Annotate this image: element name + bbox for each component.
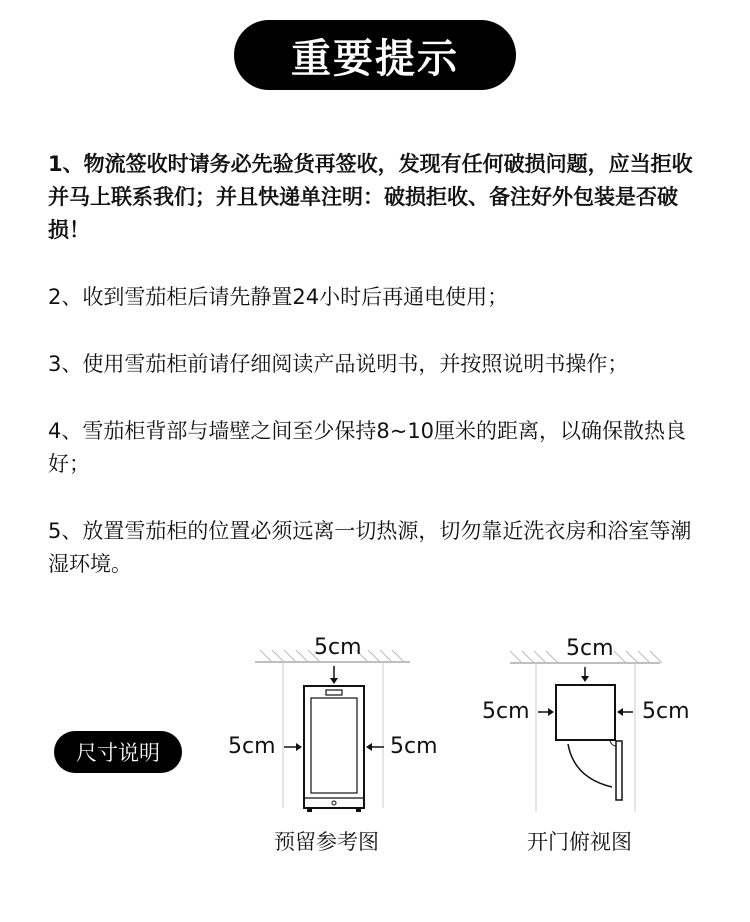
- cabinet-front-icon: [220, 630, 440, 830]
- left-clearance-label: 5cm: [228, 734, 276, 759]
- note-1: 1、物流签收时请务必先验货再签收，发现有任何破损问题，应当拒收并马上联系我们；并且快递单注明：破损拒收、备注好外包装是否破损！: [48, 152, 693, 242]
- diagram-front-reference: [220, 630, 440, 870]
- top-clearance-label: 5cm: [566, 636, 614, 661]
- right-clearance-label: 5cm: [642, 699, 690, 724]
- size-section-label: 尺寸说明: [54, 731, 182, 773]
- note-5: 5、放置雪茄柜的位置必须远离一切热源，切勿靠近洗衣房和浴室等潮湿环境。: [48, 519, 692, 576]
- diagram-caption: 预留参考图: [274, 830, 379, 854]
- note-4: 4、雪茄柜背部与墙壁之间至少保持8~10厘米的距离，以确保散热良好；: [48, 419, 687, 476]
- page-title: 重要提示: [234, 20, 516, 90]
- note-3: 3、使用雪茄柜前请仔细阅读产品说明书，并按照说明书操作；: [48, 352, 629, 376]
- notes-list: [48, 148, 708, 615]
- note-2: 2、收到雪茄柜后请先静置24小时后再通电使用；: [48, 285, 509, 309]
- right-clearance-label: 5cm: [390, 734, 438, 759]
- diagram-caption: 开门俯视图: [527, 830, 632, 854]
- diagram-door-top-view: [470, 630, 700, 870]
- left-clearance-label: 5cm: [482, 699, 530, 724]
- top-clearance-label: 5cm: [314, 635, 362, 660]
